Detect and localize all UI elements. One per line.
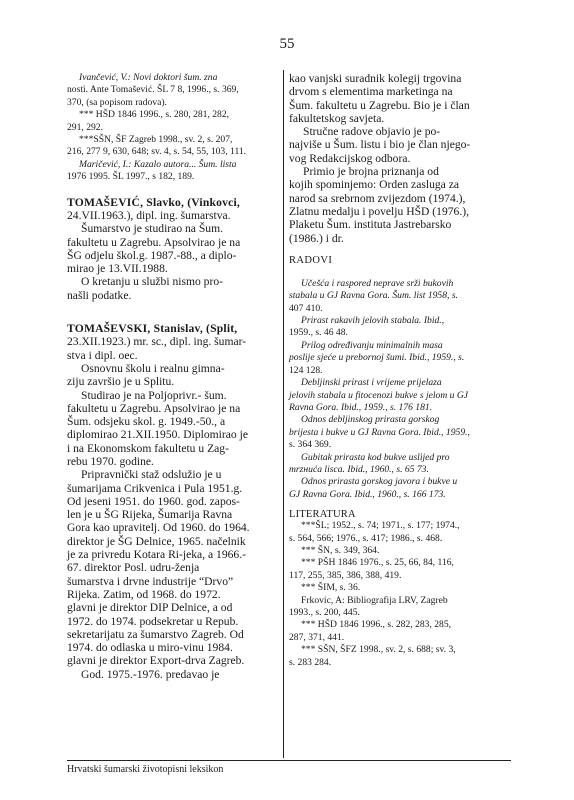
- lit-line: 117, 255, 385, 386, 388, 419.: [289, 569, 402, 581]
- lit-line: *** PŠH 1846 1976., s. 25, 66, 84, 116,: [301, 557, 454, 569]
- entry-line: šumarijama Crikvenica i Pula 1951.g.: [67, 481, 243, 495]
- lit-line: *** SŠN, ŠFZ 1998., sv. 2, s. 688; sv. 3,: [301, 644, 456, 656]
- entry-line: stva i dipl. oec.: [67, 348, 138, 362]
- entry-line: vog Redakcijskog odbora.: [289, 151, 411, 165]
- entry-line: 23.XII.1923.) mr. sc., dipl. ing. šumar-: [67, 335, 247, 349]
- lit-line: *** ŠN, s. 349, 364.: [301, 544, 380, 556]
- entry-line: sekretarijatu za šumarstvo Zagreb. Od: [67, 627, 244, 641]
- entry-continuation: [289, 72, 511, 245]
- work-line: GJ Ravna Gora. Ibid., 1960., s. 166 173.: [289, 488, 446, 500]
- entry-line: O kretanju u službi nismo pro-: [81, 275, 224, 289]
- work-line: Ravna Gora. Ibid., 1959., s. 176 181.: [289, 401, 433, 413]
- work-line: 407 410.: [289, 302, 323, 314]
- entry-line: glavni je direktor Export-drva Zagreb.: [67, 654, 245, 668]
- page-number: 55: [279, 36, 295, 52]
- lit-line: Maričević, I.: Kazalo autora... Šum. lista: [79, 158, 237, 170]
- entry-line: Studirao je na Poljoprivr.- šum.: [81, 388, 227, 402]
- works-list: [289, 278, 511, 501]
- lit-line: 216, 277 9, 630, 648; sv. 4, s. 54, 55, 103, 111.: [67, 146, 247, 158]
- lit-line: 291, 292.: [67, 121, 103, 133]
- entry-line: len je u ŠG Rijeka, Šumarija Ravna: [67, 508, 233, 522]
- entry-line: kojih spominjemo: Orden zasluga za: [289, 178, 460, 192]
- entry-line: kao vanjski suradnik kolegij trgovina: [289, 72, 462, 85]
- entry-line: našli podatke.: [67, 288, 132, 302]
- lit-line: *** ŠIM, s. 36.: [301, 582, 361, 594]
- work-line: mrzнuća lisca. Ibid., 1960., s. 65 73.: [289, 463, 429, 475]
- work-line: Učešća i raspored neprave srži bukovih: [301, 277, 454, 289]
- entry-line: Primio je brojna priznanja od: [303, 165, 439, 179]
- work-line: 1959., s. 46 48.: [289, 327, 348, 339]
- entry-line: Šumarstvo je studirao na Šum.: [81, 222, 224, 236]
- lit-line: 1976 1995. ŠL 1997., s 182, 189.: [67, 171, 195, 183]
- lit-line: 370, (sa popisom radova).: [67, 96, 167, 108]
- entry-tomasevski-stanislav: [67, 322, 279, 681]
- lit-line: *** HŠD 1846 1996., s. 280, 281, 282,: [79, 109, 230, 121]
- lit-line: s. 283 284.: [289, 656, 332, 668]
- entry-line: 24.VII.1963.), dipl. ing. šumarstva.: [67, 208, 231, 222]
- entry-line: Šum. fakultetu u Zagrebu. Bio je i član: [289, 98, 470, 112]
- entry-line: 1974. do odlaska u miro-vinu 1984.: [67, 641, 233, 655]
- entry-line: mirao je 13.VII.1988.: [67, 262, 168, 276]
- entry-line: Šum. odsjeku skol. g. 1949.-50., a: [67, 415, 226, 429]
- entry-line: rebu 1970. godine.: [67, 455, 154, 468]
- entry-line: (1986.) i dr.: [289, 231, 344, 245]
- entry-line: 67. direktor Posl. udru-ženja: [67, 561, 200, 575]
- entry-line: Plaketu Šum. instituta Jastrebarsko: [289, 218, 452, 232]
- work-line: Prirast rakavih jelovih stabala. Ibid.,: [301, 315, 445, 327]
- work-line: Odnos prirasta gorskog javora i bukve u: [301, 476, 458, 488]
- footer-rule: [67, 760, 511, 761]
- entry-line: je za privredu Kotara Ri-jeka, a 1966.-: [67, 548, 246, 562]
- entry-heading: TOMAŠEVSKI, Stanislav, (Split,: [67, 322, 238, 336]
- entry-line: šumarstva i drvne industrije “Drvo”: [67, 574, 234, 588]
- lit-line: ***SŠN, ŠF Zagreb 1998., sv. 2, s. 207,: [79, 134, 233, 146]
- entry-line: i na Ekonomskom fakultetu u Zag-: [67, 441, 229, 455]
- entry-line: drvom s elementima marketinga na: [289, 85, 453, 99]
- entry-line: Rijeka. Zatim, od 1968. do 1972.: [67, 587, 221, 601]
- entry-line: fakultetu u Zagrebu. Apsolvirao je na: [67, 401, 241, 415]
- entry-line: God. 1975.-1976. predavao je: [81, 667, 220, 681]
- work-line: stabala u GJ Ravna Gora. Šum. list 1958, s.: [289, 290, 458, 302]
- entry-tomasevic-slavko: [67, 196, 279, 302]
- entry-line: direktor je ŠG Delnice, 1965. načelnik: [67, 534, 246, 548]
- work-line: Debljinski prirast i vrijeme prijelaza: [301, 377, 442, 389]
- works-section-title: RADOVI: [289, 254, 333, 266]
- entry-heading: TOMAŠEVIĆ, Slavko, (Vinkovci,: [67, 195, 240, 209]
- work-line: poslije sjeće u prebornoj šumi. Ibid., 1959., s.: [289, 352, 465, 364]
- literature-list: [289, 520, 511, 669]
- lit-line: Frkovic, A: Bibliografija LRV, Zagreb: [301, 594, 448, 606]
- column-divider: [283, 70, 284, 758]
- lit-line: ***ŠL; 1952., s. 74; 1971., s. 177; 1974.,: [301, 520, 460, 532]
- entry-line: Osnovnu školu i realnu gimna-: [81, 361, 225, 375]
- entry-line: glavni je direktor DIP Delnice, a od: [67, 601, 233, 615]
- work-line: 124 128.: [289, 364, 323, 376]
- page-footer: Hrvatski šumarski životopisni leksikon: [67, 764, 224, 775]
- lit-line: nosti. Ante Tomašević. ŠL 7 8, 1996., s. 369,: [67, 84, 239, 96]
- work-line: Prilog određivanju minimalnih masa: [301, 339, 443, 351]
- lit-line: 1993., s. 200, 445.: [289, 607, 360, 619]
- entry-line: Zlatnu medalju i povelju HŠD (1976.),: [289, 204, 469, 218]
- left-column: [67, 72, 279, 681]
- right-column: [289, 72, 511, 669]
- literature-section-title: LITERATURA: [289, 509, 356, 521]
- entry-line: ziju završio je u Splitu.: [67, 375, 175, 389]
- entry-line: Stručne radove objavio je po-: [303, 125, 441, 139]
- entry-line: diplomirao 21.XII.1950. Diplomirao je: [67, 428, 248, 442]
- entry-line: ŠG odjelu škol.g. 1987.-88., a diplo-: [67, 248, 237, 262]
- entry-line: najviše u Šum. listu i bio je član njego-: [289, 138, 471, 152]
- entry-line: fakultetskog savjeta.: [289, 111, 385, 125]
- entry-line: 1972. do 1974. podsekretar u Repub.: [67, 614, 239, 628]
- work-line: Gubitak prirasta kod bukve uslijed pro: [301, 451, 450, 463]
- work-line: jelovih stabala u fitocenozi bukve s jelom u GJ: [289, 389, 469, 401]
- work-line: Odnos debljinskog prirasta gorskog: [301, 414, 440, 426]
- entry-line: Od jeseni 1951. do 1960. god. zapos-: [67, 494, 240, 508]
- lit-line: Ivančević, V.: Novi doktori šum. zna: [79, 72, 218, 83]
- entry-line: Gora kao upravitelj. Od 1960. do 1964.: [67, 521, 250, 535]
- entry-line: Pripravnički staž odslužio je u: [81, 468, 222, 482]
- work-line: s. 364 369.: [289, 439, 332, 451]
- work-line: brijesta i bukve u GJ Ravna Gora. Ibid., 1959.,: [289, 426, 470, 438]
- lit-line: 287, 371, 441.: [289, 631, 345, 643]
- entry-line: narod sa srebrnom zvijezdom (1974.),: [289, 191, 466, 205]
- lit-line: s. 564, 566; 1976., s. 417; 1986., s. 468.: [289, 532, 443, 544]
- previous-entry-literature: [67, 72, 279, 184]
- entry-line: fakultetu u Zagrebu. Apsolvirao je na: [67, 235, 241, 249]
- lit-line: *** HŠD 1846 1996., s. 282, 283, 285,: [301, 619, 452, 631]
